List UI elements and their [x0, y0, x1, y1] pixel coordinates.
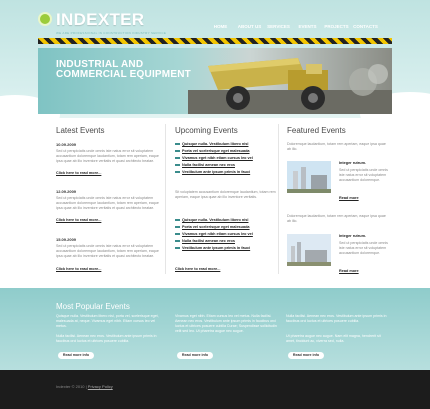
latest-events-title: Latest Events: [56, 126, 105, 135]
arrow-icon: [175, 150, 180, 152]
event-text: Sed ut perspiciatis unde omnis iste natus error sit voluptatem accusantium doloremque laudantium, totam rem aperiam, eaque ipsa quae ab illo inventore veritatis et quasi architecto beatae.: [56, 244, 159, 259]
featured-intro: Doloremque laudantium, totam rem aperiam, eaque ipsa quae ab illo.: [287, 142, 386, 152]
upcoming-text: Sit voluptatem accusantium doloremque laudantium, totam rem aperiam, eaque ipsa quae ab illo inventore veritatis.: [175, 190, 276, 200]
privacy-policy-link[interactable]: Privacy Policy: [87, 384, 113, 389]
dump-truck-image: [188, 52, 392, 114]
plant-image[interactable]: [287, 234, 331, 266]
nav-events[interactable]: EVENTS: [298, 24, 317, 29]
arrow-icon: [175, 219, 180, 221]
arrow-icon: [175, 240, 180, 242]
featured-intro: Doloremque laudantium, totam rem aperiam, eaque ipsa quae ab illo.: [287, 214, 386, 224]
arrow-icon: [175, 164, 180, 166]
featured-events-title: Featured Events: [287, 126, 346, 135]
main-content: [38, 118, 392, 288]
nav-services[interactable]: SERVICES: [267, 24, 290, 29]
factory-image[interactable]: [287, 161, 331, 193]
upcoming-list-item[interactable]: Vivamus eget nibh etiam cursus leo vel: [175, 156, 253, 160]
main-nav: [206, 24, 380, 29]
column-divider: [165, 124, 166, 274]
logo-text[interactable]: INDEXTER: [56, 10, 145, 29]
featured-item-text: Sed ut perspiciatis unde omnis iste natus error sit voluptatem accusantium doloremque.: [339, 241, 388, 256]
popular-text: Nulla facilisi. Aenean nec eros. Vestibulum ante ipsum primis in faucibus orci luctus et ultrices posuere cubilia.: [286, 314, 387, 323]
read-more-link[interactable]: Click here to read more...: [56, 218, 102, 222]
site-footer: [0, 370, 430, 409]
banner-title: [56, 60, 191, 80]
banner-line-2: COMMERCIAL EQUIPMENT: [56, 69, 191, 80]
nav-about-us[interactable]: ABOUT US: [237, 24, 262, 29]
upcoming-list-item[interactable]: Nulla facilisi aenean nec eros: [175, 239, 235, 243]
popular-text: Quisque nulla. Vestibulum libero nisl, porta vel, scelerisque eget, malesuada at, neque. Vivamus eget nibh. Etiam cursus leo vel metus.: [56, 314, 159, 328]
nav-projects[interactable]: PROJECTS: [324, 24, 349, 29]
upcoming-list-item[interactable]: Nulla facilisi aenean nec eros: [175, 163, 235, 167]
banner-line-1: INDUSTRIAL AND: [56, 59, 144, 70]
popular-text: Ut pharetra augue nec augue. Nam elit magna, hendrerit sit amet, tincidunt ac, viverra sed, nulla.: [286, 334, 381, 343]
event-date: 10.09.2009: [56, 142, 77, 147]
featured-item-title: Integer rutrum.: [339, 234, 367, 238]
featured-item-title: Integer rutrum.: [339, 161, 367, 165]
featured-item-text: Sed ut perspiciatis unde omnis iste natus error sit voluptatem accusantium doloremque.: [339, 168, 388, 183]
event-text: Sed ut perspiciatis unde omnis iste natus error sit voluptatem accusantium doloremque laudantium, totam rem aperiam, eaque ipsa quae ab illo inventore veritatis et quasi architecto beatae.: [56, 196, 159, 211]
popular-text: Vivamus eget nibh. Etiam cursus leo vel metus. Nulla facilisi. Aenean nec eros. Vestibulum ante ipsum primis in faucibus orci luctus et ultrices posuere cubilia Curae; Suspendisse sollicitudin velit sed leo. Ut pharetra augue nec augue.: [175, 314, 277, 333]
read-more-info-button[interactable]: Read more info: [58, 352, 94, 359]
upcoming-list-item[interactable]: Quisque nulla. Vestibulum libero nisl: [175, 218, 248, 222]
column-divider: [278, 124, 279, 274]
read-more-link[interactable]: Click here to read more...: [175, 267, 221, 271]
read-more-info-button[interactable]: Read more info: [177, 352, 213, 359]
popular-events-section: [0, 288, 430, 370]
upcoming-list-item[interactable]: Quisque nulla. Vestibulum libero nisl: [175, 142, 248, 146]
popular-events-title: Most Popular Events: [56, 302, 130, 311]
read-more-link[interactable]: Click here to read more...: [56, 171, 102, 175]
nav-home[interactable]: HOME: [213, 24, 228, 29]
upcoming-list-item[interactable]: Vestibulum ante ipsum primis in fauci: [175, 246, 250, 250]
upcoming-list-item[interactable]: Porta vel scelerisque eget malesuada: [175, 149, 250, 153]
read-more-link[interactable]: Read more: [339, 269, 359, 273]
read-more-link[interactable]: Click here to read more...: [56, 267, 102, 271]
logo-tagline: WE ARE PROFESSIONAL IN CONSTRUCTION INDUSTRY SERVICE: [56, 31, 167, 35]
event-date: 15.09.2009: [56, 237, 77, 242]
upcoming-list-item[interactable]: Vivamus eget nibh etiam cursus leo vel: [175, 232, 253, 236]
arrow-icon: [175, 171, 180, 173]
arrow-icon: [175, 143, 180, 145]
arrow-icon: [175, 157, 180, 159]
logo-icon: [38, 12, 52, 26]
event-date: 12.09.2009: [56, 189, 77, 194]
upcoming-list-item[interactable]: Vestibulum ante ipsum primis in fauci: [175, 170, 250, 174]
popular-text: Nulla facilisi. Aenean nec eros. Vestibulum ante ipsum primis in faucibus orci luctus et ultrices posuere cubilia.: [56, 334, 157, 343]
footer-text: [56, 384, 113, 389]
copyright-text: Indexter © 2010 |: [56, 384, 87, 389]
hazard-stripe: [38, 38, 392, 44]
read-more-info-button[interactable]: Read more info: [288, 352, 324, 359]
nav-contacts[interactable]: CONTACTS: [353, 24, 378, 29]
upcoming-events-title: Upcoming Events: [175, 126, 238, 135]
arrow-icon: [175, 247, 180, 249]
arrow-icon: [175, 226, 180, 228]
read-more-link[interactable]: Read more: [339, 196, 359, 200]
hero-banner: [38, 48, 392, 114]
upcoming-list-item[interactable]: Porta vel scelerisque eget malesuada: [175, 225, 250, 229]
event-text: Sed ut perspiciatis unde omnis iste natus error sit voluptatem accusantium doloremque laudantium, totam rem aperiam, eaque ipsa quae ab illo inventore veritatis et quasi architecto beatae.: [56, 149, 159, 164]
arrow-icon: [175, 233, 180, 235]
